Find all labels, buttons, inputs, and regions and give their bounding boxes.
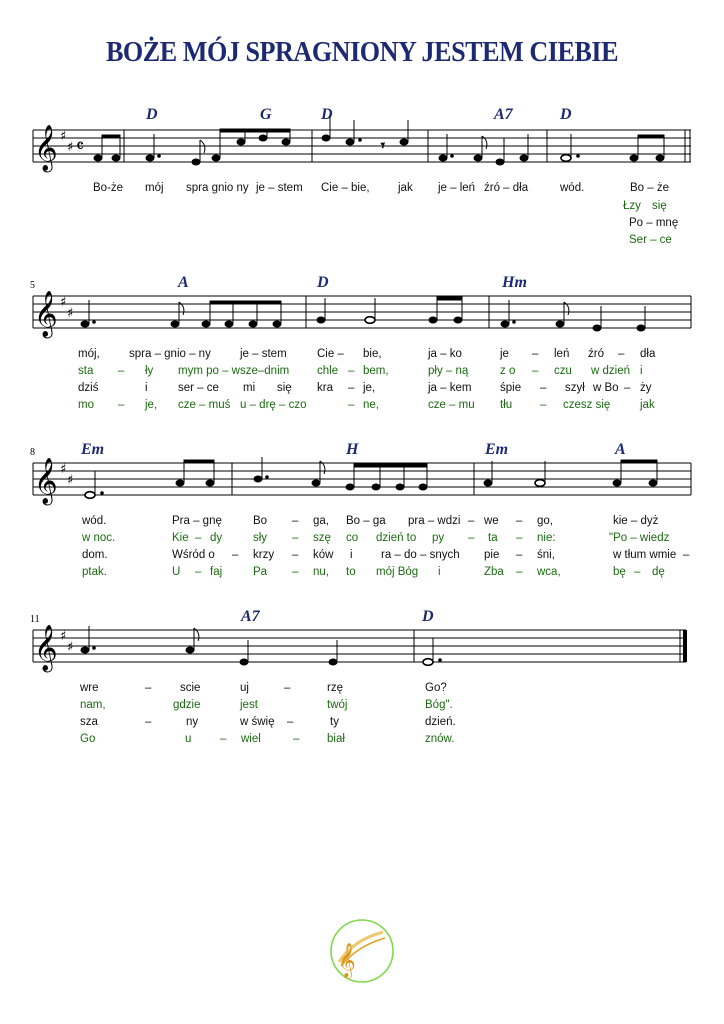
chord-symbol: H bbox=[346, 441, 359, 458]
lyric-syllable: – bbox=[348, 382, 355, 394]
lyric-syllable: mój Bóg bbox=[376, 566, 419, 578]
lyric-syllable: – bbox=[145, 682, 152, 694]
lyric-syllable: w świę bbox=[240, 716, 275, 728]
key-signature-sharps: ♯ bbox=[60, 629, 67, 644]
lyric-syllable: co bbox=[346, 532, 359, 544]
lyric-syllable: źró bbox=[588, 348, 604, 360]
lyric-syllable: dła bbox=[640, 348, 656, 360]
lyric-syllable: "Po – wiedz bbox=[609, 532, 670, 544]
lyric-syllable: wód. bbox=[560, 182, 585, 194]
lyric-syllable: leń bbox=[554, 348, 570, 360]
music-staff bbox=[0, 604, 724, 684]
lyric-syllable: nie: bbox=[537, 532, 556, 544]
lyric-syllable: Zba bbox=[484, 566, 504, 578]
svg-text:♯: ♯ bbox=[67, 473, 74, 488]
lyric-syllable: go, bbox=[537, 515, 553, 527]
lyric-syllable: – bbox=[293, 733, 300, 745]
chord-symbol: D bbox=[560, 106, 572, 123]
lyric-syllable: jak bbox=[398, 182, 413, 194]
lyric-syllable: – bbox=[516, 549, 523, 561]
lyric-syllable: tłu bbox=[500, 399, 513, 411]
lyric-syllable: cze – muś bbox=[178, 399, 231, 411]
lyric-syllable: Go? bbox=[425, 682, 447, 694]
lyric-syllable: gdzie bbox=[173, 699, 201, 711]
lyric-syllable: pie bbox=[484, 549, 500, 561]
lyric-syllable: – bbox=[292, 515, 299, 527]
lyric-syllable: u – drę – czo bbox=[240, 399, 307, 411]
lyric-syllable: – bbox=[195, 566, 202, 578]
lyric-syllable: się bbox=[652, 200, 667, 212]
lyric-syllable: Wśród o bbox=[172, 549, 215, 561]
lyric-syllable: je – stem bbox=[256, 182, 303, 194]
lyric-syllable: Bóg". bbox=[425, 699, 453, 711]
lyric-syllable: śpie bbox=[500, 382, 522, 394]
lyric-syllable: ga, bbox=[313, 515, 329, 527]
chord-symbol: D bbox=[422, 608, 434, 625]
lyric-syllable: – bbox=[292, 566, 299, 578]
lyric-syllable: cze – mu bbox=[428, 399, 475, 411]
lyric-syllable: spra gnio ny bbox=[186, 182, 249, 194]
lyric-syllable: – bbox=[540, 382, 547, 394]
lyric-syllable: bę bbox=[613, 566, 626, 578]
lyric-syllable: – bbox=[195, 532, 202, 544]
chord-symbol: Em bbox=[81, 441, 105, 458]
key-signature-sharps: ♯ bbox=[60, 462, 67, 477]
svg-text:♯: ♯ bbox=[67, 640, 74, 655]
svg-text:𝄾: 𝄾 bbox=[381, 138, 385, 154]
lyric-syllable: dzień to bbox=[376, 532, 417, 544]
music-system-4 bbox=[0, 604, 724, 754]
lyric-syllable: faj bbox=[210, 566, 223, 578]
lyric-syllable: wre bbox=[80, 682, 99, 694]
treble-clef-icon: 𝄞 bbox=[34, 291, 58, 337]
lyric-syllable: – bbox=[624, 382, 631, 394]
treble-clef-icon: 𝄞 bbox=[34, 125, 58, 171]
lyric-syllable: dzień. bbox=[425, 716, 456, 728]
chord-symbol: D bbox=[321, 106, 333, 123]
measure-number: 11 bbox=[30, 614, 40, 625]
lyric-syllable: ta bbox=[488, 532, 498, 544]
chord-symbol: A bbox=[178, 274, 189, 291]
lyric-syllable: ptak. bbox=[82, 566, 107, 578]
lyric-syllable: – bbox=[118, 399, 125, 411]
lyric-syllable: Bo bbox=[253, 515, 268, 527]
lyric-syllable: szył bbox=[565, 382, 585, 394]
lyric-syllable: dy bbox=[210, 532, 223, 544]
lyric-syllable: szę bbox=[313, 532, 331, 544]
lyric-syllable: uj bbox=[240, 682, 249, 694]
lyric-syllable: Po – mnę bbox=[629, 217, 679, 229]
lyric-syllable: Łzy bbox=[623, 200, 641, 212]
music-staff bbox=[0, 100, 724, 180]
lyric-syllable: je – stem bbox=[240, 348, 287, 360]
lyric-syllable: ne, bbox=[363, 399, 379, 411]
lyric-syllable: kra bbox=[317, 382, 333, 394]
lyric-syllable: py bbox=[432, 532, 445, 544]
lyric-syllable: pły – ną bbox=[428, 365, 469, 377]
treble-clef-music-logo-icon bbox=[329, 918, 395, 984]
lyric-syllable: Cie – bbox=[317, 348, 344, 360]
lyric-syllable: – bbox=[532, 348, 539, 360]
lyric-syllable: ny bbox=[186, 716, 199, 728]
lyric-syllable: – bbox=[287, 716, 294, 728]
lyric-syllable: śni, bbox=[537, 549, 555, 561]
lyric-syllable: scie bbox=[180, 682, 201, 694]
music-staff bbox=[0, 437, 724, 517]
lyric-syllable: dę bbox=[652, 566, 665, 578]
lyric-syllable: Bo-że bbox=[93, 182, 124, 194]
lyric-syllable: Ser – ce bbox=[629, 234, 672, 246]
lyric-syllable: sza bbox=[80, 716, 98, 728]
lyric-syllable: – bbox=[618, 348, 625, 360]
lyric-syllable: wód. bbox=[82, 515, 107, 527]
chord-symbol: A bbox=[615, 441, 626, 458]
lyric-syllable: je, bbox=[145, 399, 158, 411]
lyric-syllable: – bbox=[516, 515, 523, 527]
lyric-syllable: je, bbox=[363, 382, 376, 394]
lyric-syllable: – bbox=[683, 549, 690, 561]
lyric-syllable: Pa bbox=[253, 566, 268, 578]
measure-number: 5 bbox=[30, 280, 35, 291]
lyric-syllable: czu bbox=[554, 365, 572, 377]
treble-clef-icon: 𝄞 bbox=[34, 458, 58, 504]
lyric-syllable: spra – gnio – ny bbox=[129, 348, 211, 360]
lyric-syllable: u bbox=[185, 733, 192, 745]
lyric-syllable: z o bbox=[500, 365, 516, 377]
lyric-syllable: pra – wdzi bbox=[408, 515, 461, 527]
lyric-syllable: ser – ce bbox=[178, 382, 219, 394]
lyric-syllable: – bbox=[516, 532, 523, 544]
lyric-syllable: – bbox=[232, 549, 239, 561]
lyric-syllable: ja – kem bbox=[428, 382, 472, 394]
lyric-syllable: mi bbox=[243, 382, 256, 394]
lyric-syllable: – bbox=[348, 365, 355, 377]
svg-text:𝄞: 𝄞 bbox=[338, 943, 356, 978]
lyric-syllable: – bbox=[540, 399, 547, 411]
lyric-syllable: to bbox=[346, 566, 356, 578]
lyric-syllable: je bbox=[500, 348, 509, 360]
svg-text:♯: ♯ bbox=[67, 306, 74, 321]
chord-symbol: A7 bbox=[241, 608, 260, 625]
lyric-syllable: jest bbox=[240, 699, 258, 711]
lyric-syllable: w tłum wmie bbox=[613, 549, 677, 561]
lyric-syllable: kie – dyż bbox=[613, 515, 659, 527]
lyric-syllable: Pra – gnę bbox=[172, 515, 222, 527]
lyric-syllable: we bbox=[484, 515, 499, 527]
lyric-syllable: nu, bbox=[313, 566, 329, 578]
music-staff bbox=[0, 270, 724, 350]
music-system-2 bbox=[0, 270, 724, 420]
chord-symbol: A7 bbox=[494, 106, 513, 123]
music-system-1 bbox=[0, 100, 724, 250]
music-system-3 bbox=[0, 437, 724, 587]
lyric-syllable: – bbox=[348, 399, 355, 411]
lyric-syllable: mój, bbox=[78, 348, 100, 360]
lyric-syllable: mym po – wsze–dnim bbox=[178, 365, 290, 377]
lyric-syllable: ży bbox=[640, 382, 652, 394]
lyric-syllable: krzy bbox=[253, 549, 275, 561]
lyric-syllable: mój bbox=[145, 182, 164, 194]
lyric-syllable: ra – do – snych bbox=[381, 549, 460, 561]
chord-symbol: D bbox=[146, 106, 158, 123]
lyric-syllable: Bo – ga bbox=[346, 515, 386, 527]
lyric-syllable: – bbox=[292, 532, 299, 544]
lyric-syllable: – bbox=[145, 716, 152, 728]
svg-text:♯: ♯ bbox=[67, 140, 74, 155]
lyric-syllable: Bo – że bbox=[630, 182, 669, 194]
lyric-syllable: chle bbox=[317, 365, 339, 377]
measure-number: 8 bbox=[30, 447, 35, 458]
chord-symbol: Em bbox=[485, 441, 509, 458]
lyric-syllable: rzę bbox=[327, 682, 343, 694]
lyric-syllable: i bbox=[145, 382, 148, 394]
key-signature-sharps: ♯ bbox=[60, 295, 67, 310]
lyric-syllable: dziś bbox=[78, 382, 99, 394]
lyric-syllable: ków bbox=[313, 549, 334, 561]
lyric-syllable: w noc. bbox=[82, 532, 116, 544]
lyric-syllable: ły bbox=[145, 365, 154, 377]
lyric-syllable: wca, bbox=[537, 566, 561, 578]
chord-symbol: D bbox=[317, 274, 329, 291]
lyric-syllable: wiel bbox=[241, 733, 261, 745]
lyric-syllable: nam, bbox=[80, 699, 106, 711]
lyric-syllable: bie, bbox=[363, 348, 382, 360]
key-signature-sharps: ♯ bbox=[60, 129, 67, 144]
treble-clef-icon: 𝄞 bbox=[34, 625, 58, 671]
lyric-syllable: Cie – bie, bbox=[321, 182, 370, 194]
lyric-syllable: sta bbox=[78, 365, 94, 377]
lyric-syllable: twój bbox=[327, 699, 348, 711]
lyric-syllable: – bbox=[468, 532, 475, 544]
lyric-syllable: w Bo bbox=[593, 382, 619, 394]
lyric-syllable: znów. bbox=[425, 733, 455, 745]
lyric-syllable: je – leń bbox=[438, 182, 476, 194]
lyric-syllable: się bbox=[277, 382, 292, 394]
lyric-syllable: dom. bbox=[82, 549, 108, 561]
lyric-syllable: źró – dła bbox=[484, 182, 529, 194]
lyric-syllable: jak bbox=[640, 399, 655, 411]
lyric-syllable: – bbox=[634, 566, 641, 578]
lyric-syllable: i bbox=[438, 566, 441, 578]
lyric-syllable: – bbox=[516, 566, 523, 578]
time-signature: 𝄴 bbox=[76, 136, 85, 157]
lyric-syllable: i bbox=[640, 365, 643, 377]
lyric-syllable: Go bbox=[80, 733, 96, 745]
lyric-syllable: – bbox=[284, 682, 291, 694]
lyric-syllable: – bbox=[220, 733, 227, 745]
lyric-syllable: – bbox=[118, 365, 125, 377]
lyric-syllable: ty bbox=[330, 716, 339, 728]
lyric-syllable: – bbox=[532, 365, 539, 377]
lyric-syllable: i bbox=[350, 549, 353, 561]
lyric-syllable: czesz się bbox=[563, 399, 611, 411]
lyric-syllable: bem, bbox=[363, 365, 389, 377]
chord-symbol: G bbox=[260, 106, 272, 123]
lyric-syllable: Kie bbox=[172, 532, 189, 544]
lyric-syllable: – bbox=[468, 515, 475, 527]
lyric-syllable: w dzień bbox=[591, 365, 630, 377]
song-title: BOŻE MÓJ SPRAGNIONY JESTEM CIEBIE bbox=[105, 36, 619, 68]
lyric-syllable: – bbox=[292, 549, 299, 561]
lyric-syllable: biał bbox=[327, 733, 345, 745]
lyric-syllable: mo bbox=[78, 399, 94, 411]
lyric-syllable: sły bbox=[253, 532, 268, 544]
chord-symbol: Hm bbox=[502, 274, 527, 291]
lyric-syllable: U bbox=[172, 566, 181, 578]
lyric-syllable: ja – ko bbox=[428, 348, 462, 360]
